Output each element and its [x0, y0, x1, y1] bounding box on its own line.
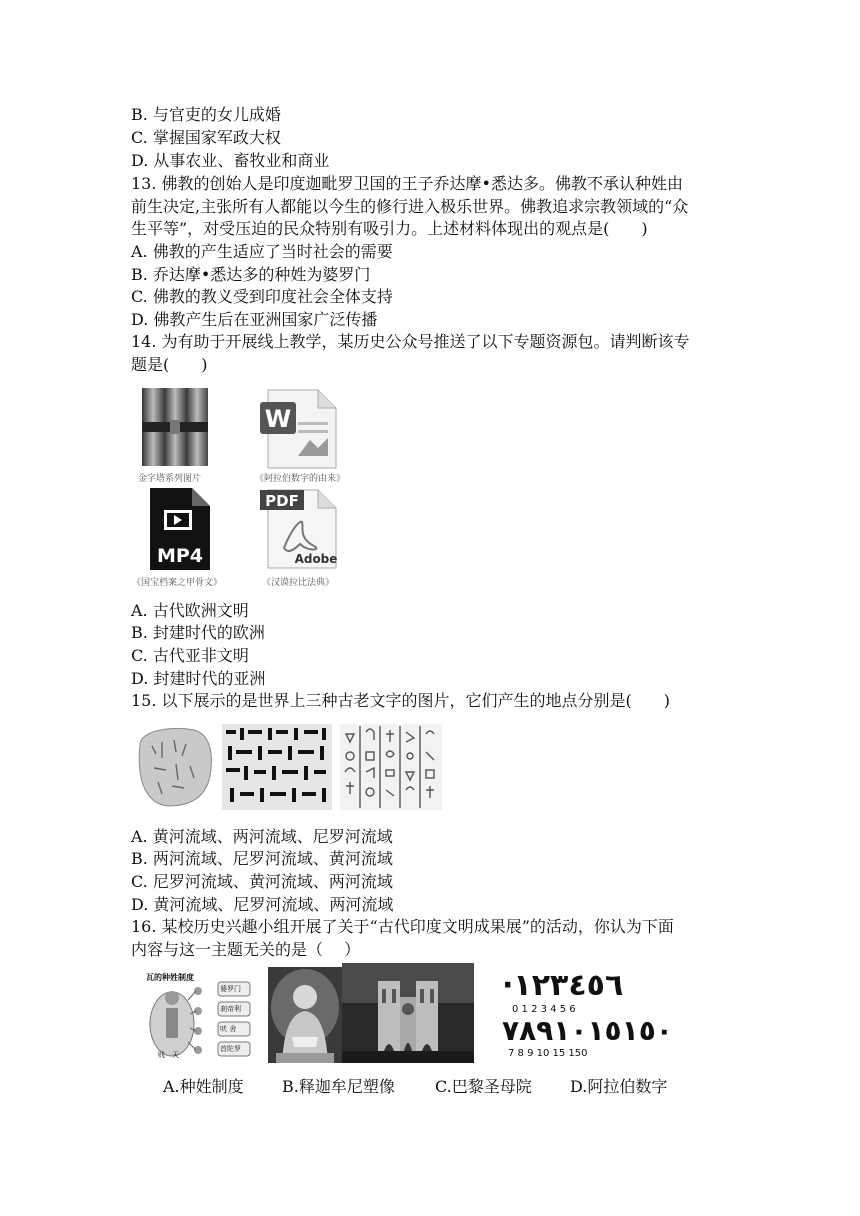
hieroglyph-image — [340, 724, 442, 810]
q13-option-c: C. 佛教的教义受到印度社会全体支持 — [131, 287, 393, 306]
q15-stem: 15. 以下展示的是世界上三种古老文字的图片，它们产生的地点分别是( ) — [131, 691, 671, 710]
word-badge: W — [264, 405, 292, 433]
caste-label-kshatriya: 刹帝利 — [220, 1005, 241, 1013]
q14-stem-line-1: 14. 为有助于开展线上教学，某历史公众号推送了以下专题资源包。请判断该专 — [131, 332, 690, 351]
q15-option-a: A. 黄河流域、两河流域、尼罗河流域 — [131, 827, 393, 846]
caste-label-vaishya: 吠 舍 — [220, 1025, 237, 1033]
q13-stem-line-1: 13. 佛教的创始人是印度迦毗罗卫国的王子乔达摩•悉达多。佛教不承认种姓由 — [131, 174, 683, 193]
q16-option-c: C.巴黎圣母院 — [435, 1077, 532, 1096]
q15-option-c: C. 尼罗河流域、黄河流域、两河流域 — [131, 872, 393, 891]
q14-option-d: D. 封建时代的亚洲 — [131, 669, 266, 688]
q16-option-b: B.释迦牟尼塑像 — [282, 1077, 395, 1096]
q12-option-b: B. 与官吏的女儿成婚 — [131, 105, 281, 124]
caste-system-diagram — [140, 970, 260, 1062]
q13-stem-line-3: 生平等”，对受压迫的民众特别有吸引力。上述材料体现出的观点是( ) — [131, 219, 648, 238]
western-digits-row-1: 0 1 2 3 4 5 6 — [512, 1004, 576, 1015]
caste-label-brahmin: 婆罗门 — [220, 985, 241, 993]
caste-label-shudra: 首陀罗 — [220, 1045, 241, 1053]
q13-option-d: D. 佛教产生后在亚洲国家广泛传播 — [131, 310, 378, 329]
eastern-arabic-digits-row-1: ·١٢٣٤٥٦ — [502, 968, 624, 1003]
q16-option-a: A.种姓制度 — [163, 1077, 244, 1096]
q16-option-d: D.阿拉伯数字 — [570, 1077, 668, 1096]
q13-option-a: A. 佛教的产生适应了当时社会的需要 — [131, 242, 393, 261]
q14-option-a: A. 古代欧洲文明 — [131, 601, 249, 620]
q14-stem-line-2: 题是( ) — [131, 355, 208, 374]
caste-title: 瓦的种姓制度 — [146, 972, 194, 982]
buddha-statue-image — [268, 967, 342, 1063]
oracle-bone-image — [132, 724, 217, 810]
q16-stem-line-2: 内容与这一主题无关的是（ ） — [131, 940, 361, 959]
mp4-file-icon — [148, 486, 212, 572]
cuneiform-image — [222, 724, 332, 810]
western-digits-row-2: 7 8 9 10 15 150 — [508, 1048, 588, 1059]
word-caption: 《阿拉伯数字的由来》 — [255, 474, 346, 484]
pdf-badge: PDF — [265, 492, 299, 510]
adobe-label: Adobe — [294, 552, 338, 566]
pdf-file-icon — [258, 488, 340, 570]
q12-option-c: C. 掌握国家军政大权 — [131, 128, 281, 147]
archive-caption: 金字塔系列图片 — [138, 474, 202, 484]
q15-option-b: B. 两河流域、尼罗河流域、黄河流域 — [131, 849, 393, 868]
pdf-caption: 《汉谟拉比法典》 — [262, 578, 335, 588]
q14-option-c: C. 古代亚非文明 — [131, 646, 249, 665]
q13-stem-line-2: 前生决定,主张所有人都能以今生的修行进入极乐世界。佛教追求宗教领域的“众 — [131, 197, 689, 216]
q15-option-d: D. 黄河流域、尼罗河流域、两河流域 — [131, 895, 394, 914]
archive-icon — [140, 384, 212, 470]
arabic-numerals-image — [502, 968, 673, 1062]
caste-bottom-label: 贱 天 — [158, 1051, 179, 1059]
notre-dame-image — [342, 963, 474, 1063]
mp4-badge: MP4 — [156, 545, 204, 567]
q14-option-b: B. 封建时代的欧洲 — [131, 623, 265, 642]
q12-option-d: D. 从事农业、畜牧业和商业 — [131, 151, 330, 170]
eastern-arabic-digits-row-2: ٧٨٩١٠١٥١٥٠ — [502, 1014, 673, 1047]
word-document-icon — [258, 388, 340, 470]
mp4-caption: 《国宝档案之甲骨文》 — [132, 578, 223, 588]
q13-option-b: B. 乔达摩•悉达多的种姓为婆罗门 — [131, 265, 371, 284]
q16-stem-line-1: 16. 某校历史兴趣小组开展了关于“古代印度文明成果展”的活动，你认为下面 — [131, 917, 674, 936]
